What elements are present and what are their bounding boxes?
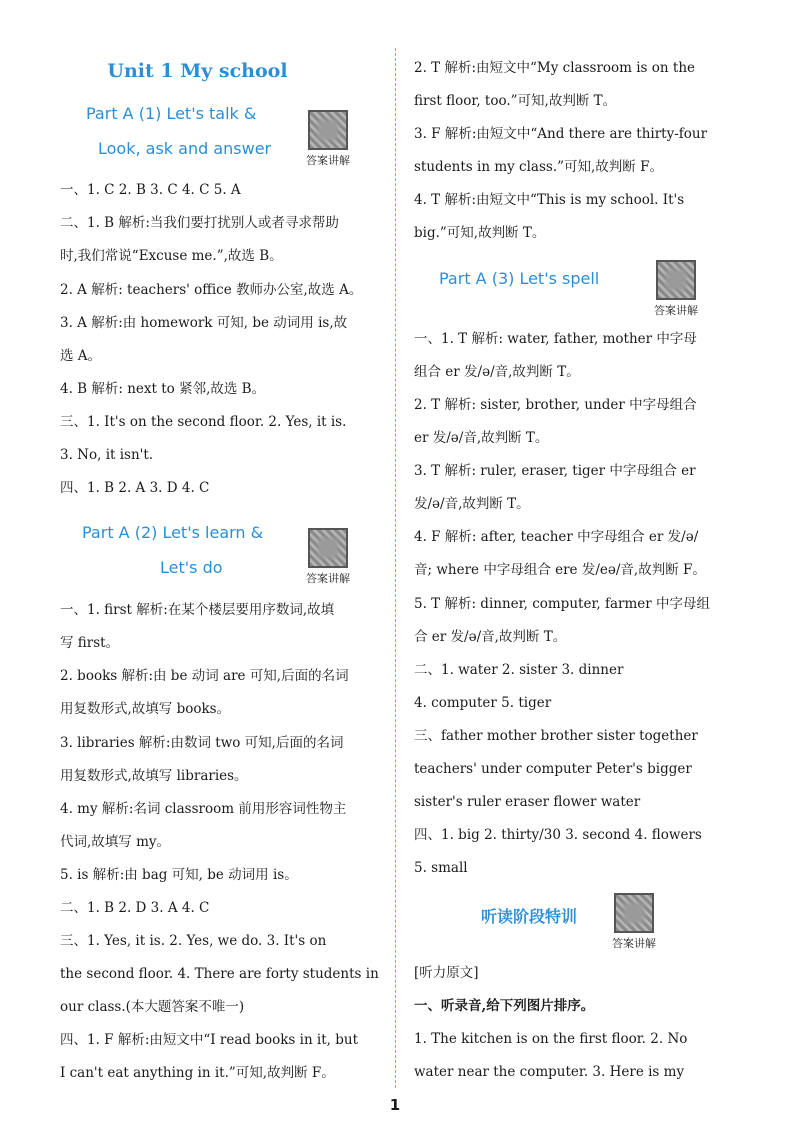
unit-title: Unit 1 My school — [107, 60, 288, 82]
text-line: first floor, too.”可知,故判断 T。 — [414, 93, 617, 109]
text-line: 3. F 解析:由短文中“And there are thirty-four — [414, 126, 708, 142]
qr-code-icon — [308, 110, 348, 150]
text-line: 四、1. big 2. thirty/30 3. second 4. flowers — [414, 827, 702, 843]
page-number: 1 — [389, 1096, 401, 1114]
text-line: 4. T 解析:由短文中“This is my school. It's — [414, 192, 685, 208]
qr-code-icon — [308, 528, 348, 568]
part-a2-title-line2: Let's do — [160, 558, 223, 577]
part-a3-title: Part A (3) Let's spell — [439, 269, 600, 288]
part-a1-title-line2: Look, ask and answer — [98, 139, 272, 158]
text-line: 2. T 解析: sister, brother, under 中字母组合 — [414, 397, 697, 413]
text-line: I can't eat anything in it.”可知,故判断 F。 — [60, 1065, 335, 1081]
qr-label: 答案讲解 — [654, 304, 698, 317]
text-line: students in my class.”可知,故判断 F。 — [414, 159, 663, 175]
qr-code-part-a1[interactable] — [297, 110, 359, 168]
text-line: 2. books 解析:由 be 动词 are 可知,后面的名词 — [60, 668, 349, 684]
text-line: 5. small — [414, 860, 468, 876]
text-line: 4. my 解析:名词 classroom 前用形容词性物主 — [60, 801, 347, 817]
text-line: 一、听录音,给下列图片排序。 — [414, 998, 595, 1014]
text-line: 用复数形式,故填写 books。 — [60, 701, 231, 717]
qr-code-part-a3[interactable] — [645, 260, 707, 318]
text-line: 选 A。 — [60, 348, 102, 364]
text-line: 3. No, it isn't. — [60, 447, 154, 463]
text-line: 3. libraries 解析:由数词 two 可知,后面的名词 — [60, 735, 344, 751]
qr-label: 答案讲解 — [306, 154, 350, 167]
text-line: 组合 er 发/ə/音,故判断 T。 — [414, 364, 580, 380]
text-line: 3. A 解析:由 homework 可知, be 动词用 is,故 — [60, 315, 348, 331]
text-line: big.”可知,故判断 T。 — [414, 225, 546, 241]
text-line: the second floor. 4. There are forty students in — [60, 966, 379, 982]
text-line: 写 first。 — [60, 635, 120, 651]
text-line: 发/ə/音,故判断 T。 — [414, 496, 530, 512]
part-a1-title-line1: Part A (1) Let's talk & — [86, 104, 257, 123]
text-line: 三、1. Yes, it is. 2. Yes, we do. 3. It's on — [60, 933, 327, 949]
text-line: 3. T 解析: ruler, eraser, tiger 中字母组合 er — [414, 463, 696, 479]
column-divider — [395, 48, 396, 1088]
text-line: 二、1. water 2. sister 3. dinner — [414, 662, 624, 678]
text-line: [听力原文] — [414, 965, 479, 981]
text-line: 四、1. B 2. A 3. D 4. C — [60, 480, 210, 496]
text-line: er 发/ə/音,故判断 T。 — [414, 430, 549, 446]
text-line: 4. F 解析: after, teacher 中字母组合 er 发/ə/ — [414, 529, 699, 545]
listening-section-title: 听读阶段特训 — [481, 907, 578, 926]
qr-code-part-a2[interactable] — [297, 528, 359, 586]
text-line: 二、1. B 2. D 3. A 4. C — [60, 900, 210, 916]
text-line: our class.(本大题答案不唯一) — [60, 999, 245, 1015]
text-line: 三、father mother brother sister together — [414, 728, 698, 744]
text-line: 1. The kitchen is on the first floor. 2. No — [414, 1031, 688, 1047]
text-line: 一、1. T 解析: water, father, mother 中字母 — [414, 331, 697, 347]
text-line: 用复数形式,故填写 libraries。 — [60, 768, 248, 784]
text-line: 三、1. It's on the second floor. 2. Yes, it is. — [60, 414, 347, 430]
text-line: sister's ruler eraser flower water — [414, 794, 641, 810]
text-line: 2. T 解析:由短文中“My classroom is on the — [414, 60, 696, 76]
text-line: 一、1. first 解析:在某个楼层要用序数词,故填 — [60, 602, 335, 618]
text-line: 一、1. C 2. B 3. C 4. C 5. A — [60, 182, 241, 198]
text-line: 四、1. F 解析:由短文中“I read books in it, but — [60, 1032, 359, 1048]
text-line: 5. T 解析: dinner, computer, farmer 中字母组 — [414, 596, 711, 612]
text-line: 合 er 发/ə/音,故判断 T。 — [414, 629, 567, 645]
text-line: 4. computer 5. tiger — [414, 695, 552, 711]
text-line: 代词,故填写 my。 — [60, 834, 171, 850]
qr-code-listening[interactable] — [603, 893, 665, 951]
text-line: teachers' under computer Peter's bigger — [414, 761, 692, 777]
qr-label: 答案讲解 — [612, 937, 656, 950]
text-line: 4. B 解析: next to 紧邻,故选 B。 — [60, 381, 266, 397]
text-line: 5. is 解析:由 bag 可知, be 动词用 is。 — [60, 867, 298, 883]
part-a2-title-line1: Part A (2) Let's learn & — [82, 523, 264, 542]
text-line: 二、1. B 解析:当我们要打扰别人或者寻求帮助 — [60, 215, 339, 231]
text-line: water near the computer. 3. Here is my — [414, 1064, 685, 1080]
qr-code-icon — [614, 893, 654, 933]
text-line: 2. A 解析: teachers' office 教师办公室,故选 A。 — [60, 282, 363, 298]
text-line: 音; where 中字母组合 ere 发/eə/音,故判断 F。 — [414, 562, 706, 578]
qr-label: 答案讲解 — [306, 572, 350, 585]
text-line: 时,我们常说“Excuse me.”,故选 B。 — [60, 248, 283, 264]
qr-code-icon — [656, 260, 696, 300]
